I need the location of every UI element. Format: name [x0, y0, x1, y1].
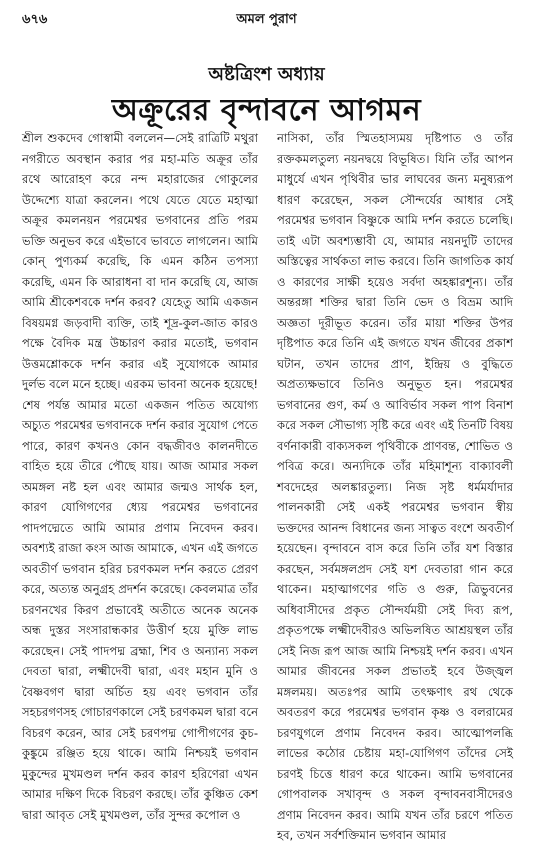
page-number: ৬৭৬ — [22, 12, 48, 27]
right-text-column — [277, 128, 513, 842]
left-text-column — [22, 128, 258, 822]
left-column-paragraph: শ্রীল শুকদেব গোস্বামী বললেন—সেই রাত্রিটি মথুরা নগরীতে অবস্থান করার পর মহা-মতি অক্রূর তাঁর রথে আরোহণ করে নন্দ মহারাজের গোকুলের উদ্দেশ্যে যাত্রা করলেন। পথে যেতে যেতে মহাত্মা অক্রূর কমলনয়ন পরমেশ্বর ভগবানের প্রতি পরম ভক্তি অনুভব করে এইভাবে ভাবতে লাগলেন। আমি কোন্ পুণ্যকর্ম করেছি, কি এমন কঠিন তপস্যা করেছি, এমন কি আরাধনা বা দান করেছি যে, আজ আমি শ্রীকেশবকে দর্শন করব? যেহেতু আমি একজন বিষয়মগ্ন জড়বাদী ব্যক্তি, তাই শূদ্র-কুল-জাত কারও পক্ষে বৈদিক মন্ত্র উচ্চারণ করার মতোই, ভগবান উত্তমশ্লোককে দর্শন করার এই সুযোগকে আমার দুর্লভ বলে মনে হচ্ছে। এরকম ভাবনা অনেক হয়েছে! শেষ পর্যন্ত আমার মতো একজন পতিত অযোগ্য অচ্যুত পরমেশ্বর ভগবানকে দর্শন করার সুযোগ পেতে পারে, কারণ কখনও কোন বদ্ধজীবও কালনদীতে বাহিত হয়ে তীরে পৌছে যায়। আজ আমার সকল অমঙ্গল নষ্ট হল এবং আমার জন্মও সার্থক হল, কারণ যোগিগণের ধ্যেয় পরমেশ্বর ভগবানের পাদপদ্মেতে আমি আমার প্রণাম নিবেদন করব। অবশ্যই রাজা কংস আজ আমাকে, এখন এই জগতে অবতীর্ণ ভগবান হরির চরণকমল দর্শন করতে প্রেরণ করে, অত্যন্ত অনুগ্রহ প্রদর্শন করেছে। কেবলমাত্র তাঁর চরণনখের কিরণ প্রভাবেই অতীতে অনেক অনেক অন্ধ দুস্তর সংসারান্ধকার উত্তীর্ণ হয়ে মুক্তি লাভ করেছেন। সেই পাদপদ্ম ব্রহ্মা, শিব ও অন্যান্য সকল দেবতা দ্বারা, লক্ষ্মীদেবী দ্বারা, এবং মহান মুনি ও বৈষ্ণবগণ দ্বারা অর্চিত হয় এবং ভগবান তাঁর সহচরগণসহ গোচারণকালে সেই চরণকমল দ্বারা বনে বিচরণ করেন, আর সেই চরণপদ্ম গোপীগণের কুচ-কুঙ্কুমে রঞ্জিত হয়ে থাকে। আমি নিশ্চয়ই ভগবান মুকুন্দের মুখমণ্ডল দর্শন করব কারণ হরিণেরা এখন আমার দক্ষিণ দিকে বিচরণ করছে। তাঁর কুঞ্চিত কেশ দ্বারা আবৃত সেই মুখমণ্ডল, তাঁর সুন্দর কপোল ও — [22, 131, 258, 822]
running-title: অমল পুরাণ — [236, 12, 297, 27]
right-column-paragraph: নাসিকা, তাঁর স্মিতহাস্যময় দৃষ্টিপাত ও তাঁর রক্তকমলতুল্য নয়নদ্বয়ে বিভূষিত। যিনি তাঁর আপন মাধুর্যে এখন পৃথিবীর ভার লাঘবের জন্য মনুষ্যরূপ ধারণ করেছেন, সকল সৌন্দর্যের আধার সেই পরমেশ্বর ভগবান বিষ্ণুকে আমি দর্শন করতে চলেছি। তাই এটা অবশ্যম্ভাবী যে, আমার নয়নদুটি তাদের অস্তিত্বের সার্থকতা লাভ করবে। তিনি জাগতিক কার্য ও কারণের সাক্ষী হয়েও সর্বদা অহঙ্কারশূন্য। তাঁর অন্তরঙ্গা শক্তির দ্বারা তিনি ভেদ ও বিভ্রম আদি অজ্ঞতা দূরীভূত করেন। তাঁর মায়া শক্তির উপর দৃষ্টিপাত করে তিনি এই জগতে যখন জীবের প্রকাশ ঘটান, তখন তাদের প্রাণ, ইন্দ্রিয় ও বুদ্ধিতে অপ্রত্যক্ষভাবে তিনিও অনুভূত হন। পরমেশ্বর ভগবানের গুণ, কর্ম ও আবির্ভাব সকল পাপ বিনাশ করে সকল সৌভাগ্য সৃষ্টি করে এবং এই তিনটি বিষয় বর্ণনাকারী বাক্যসকল পৃথিবীকে প্রাণবন্ত, শোভিত ও পবিত্র করে। অন্যদিকে তাঁর মহিমাশূন্য বাক্যাবলী শবদেহের অলঙ্কারতুল্য। নিজ সৃষ্ট ধর্মমর্যাদার পালনকারী সেই একই পরমেশ্বর ভগবান স্বীয় ভক্তদের আনন্দ বিধানের জন্য সাত্বত বংশে অবতীর্ণ হয়েছেন। বৃন্দাবনে বাস করে তিনি তাঁর যশ বিস্তার করছেন, সর্বমঙ্গলপ্রদ সেই যশ দেবতারা গান করে থাকেন। মহাত্মাগণের গতি ও গুরু, ত্রিভুবনের অধিবাসীদের প্রকৃত সৌন্দর্যময়ী সেই দিব্য রূপ, প্রকৃতপক্ষে লক্ষ্মীদেবীরও অভিলষিত আশ্রয়স্থল তাঁর সেই নিজ রূপ আজ আমি নিশ্চয়ই দর্শন করব। এখন আমার জীবনের সকল প্রভাতই হবে উজ্জ্বল মঙ্গলময়। অতঃপর আমি তৎক্ষণাৎ রথ থেকে অবতরণ করে পরমেশ্বর ভগবান কৃষ্ণ ও বলরামের চরণযুগলে প্রণাম নিবেদন করব। আত্মোপলব্ধি লাভের কঠোর চেষ্টায় মহা-যোগিগণ তাঁদের সেই চরণই চিত্তে ধারণ করে থাকেন। আমি ভগবানের গোপবালক সখাবৃন্দ ও সকল বৃন্দাবনবাসীদেরও প্রণাম নিবেদন করব। আমি যখন তাঁর চরণে পতিত হব, তখন সর্বশক্তিমান ভগবান আমার — [277, 131, 513, 842]
page-header — [22, 10, 511, 32]
chapter-title: অক্রূরের বৃন্দাবনে আগমন — [111, 93, 422, 128]
chapter-number-label: অষ্টত্রিংশ অধ্যায় — [208, 64, 325, 85]
